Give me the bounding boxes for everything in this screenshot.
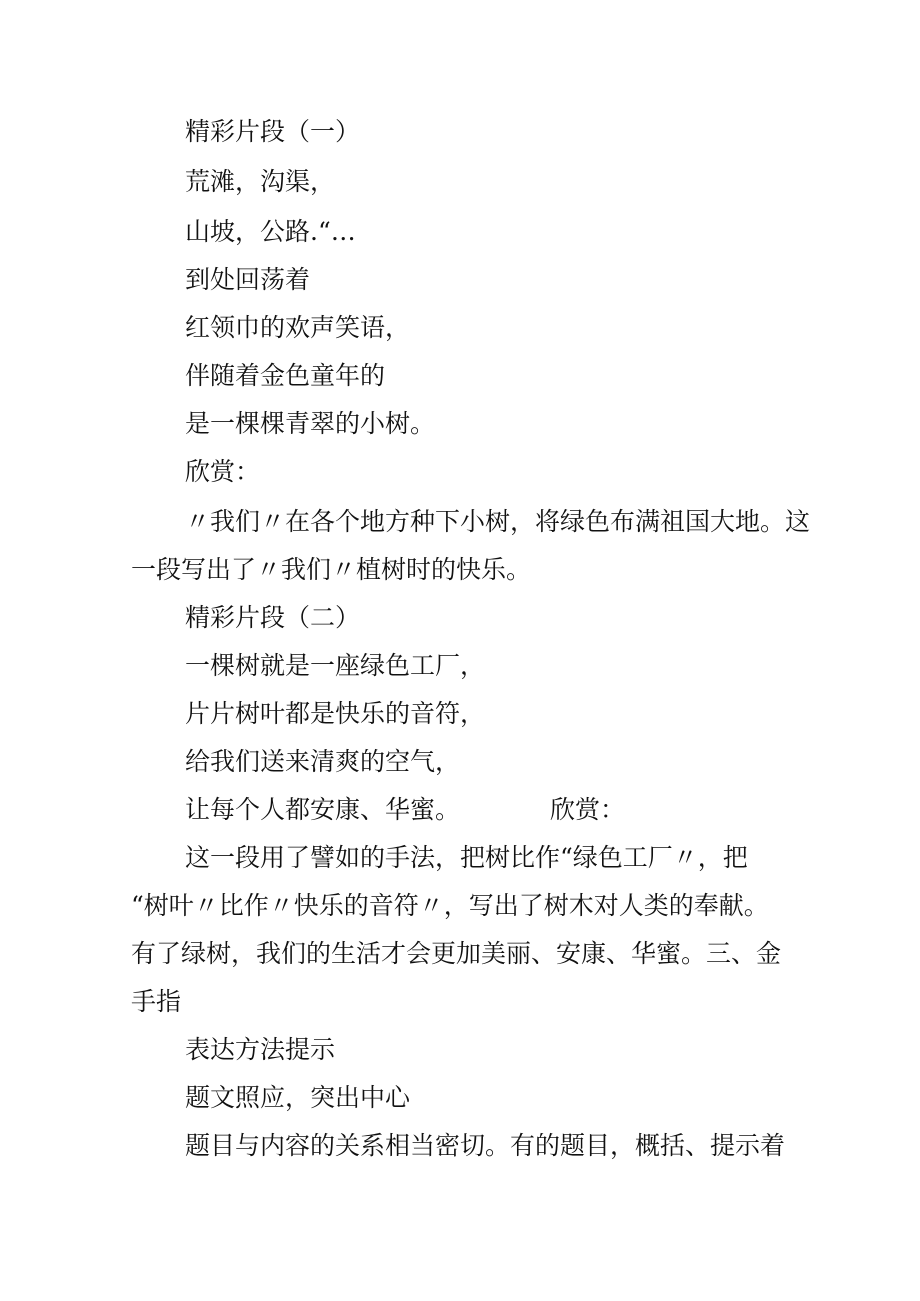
poem-line: 给我们送来清爽的空气， — [185, 747, 461, 776]
paragraph-line: “树叶〃比作〃快乐的音符〃，写出了树木对人类的奉献。 — [131, 891, 769, 920]
subheading: 题文照应，突出中心 — [185, 1083, 411, 1112]
paragraph-line: 〃我们〃在各个地方种下小树，将绿色布满祖国大地。这 — [185, 507, 811, 536]
poem-line: 一棵树就是一座绿色工厂， — [185, 651, 486, 680]
poem-line: 山坡，公路.“… — [185, 217, 356, 246]
poem-line: 红领巾的欢声笑语， — [185, 313, 411, 342]
paragraph-line: 有了绿树，我们的生活才会更加美丽、安康、华蜜。三、金 — [131, 939, 782, 968]
paragraph-line: 题目与内容的关系相当密切。有的题目，概括、提示着 — [185, 1131, 786, 1160]
section-heading-2: 精彩片段（二） — [185, 603, 361, 632]
section-heading-1: 精彩片段（一） — [185, 117, 361, 146]
paragraph-line: 手指 — [131, 987, 182, 1016]
poem-line: 荒滩，沟渠， — [185, 167, 336, 196]
paragraph-line: 一段写出了〃我们〃植树时的快乐。 — [131, 555, 532, 584]
appreciation-label: 欣赏： — [550, 795, 626, 824]
poem-line: 让每个人都安康、华蜜。 — [185, 795, 461, 824]
subheading: 表达方法提示 — [185, 1035, 336, 1064]
appreciation-label: 欣赏： — [185, 457, 261, 486]
poem-line: 伴随着金色童年的 — [185, 361, 386, 390]
poem-line: 到处回荡着 — [185, 265, 311, 294]
paragraph-line: 这一段用了譬如的手法，把树比作“绿色工厂〃，把 — [185, 843, 748, 872]
poem-line: 片片树叶都是快乐的音符， — [185, 699, 486, 728]
poem-line: 是一棵棵青翠的小树。 — [185, 409, 436, 438]
poem-line-with-label — [185, 786, 801, 834]
